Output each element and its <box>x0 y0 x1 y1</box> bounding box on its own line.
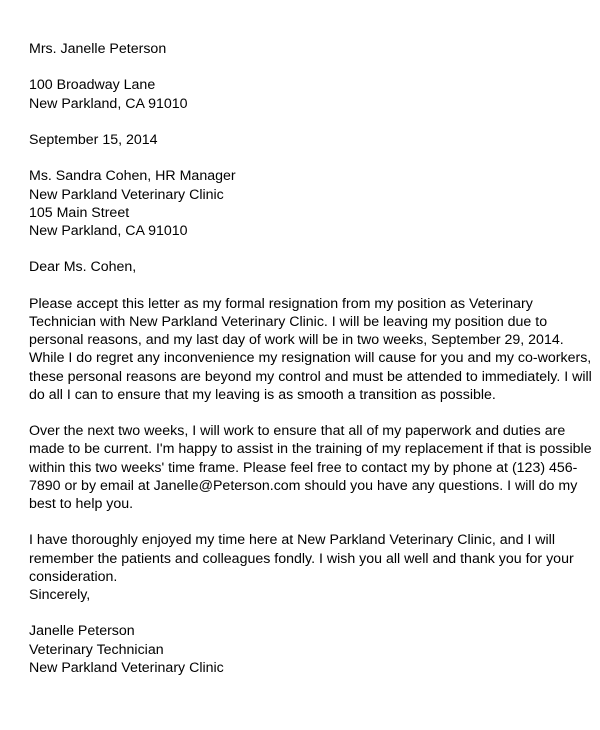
recipient-address-line1: 105 Main Street <box>29 204 130 221</box>
spacer <box>29 149 574 167</box>
sender-block <box>29 40 574 113</box>
recipient-name-title: Ms. Sandra Cohen, HR Manager <box>29 168 236 185</box>
sender-address-line1: 100 Broadway Lane <box>29 77 156 94</box>
spacer <box>29 240 574 258</box>
paragraph-line: personal reasons, and my last day of work will be in two weeks, September 29, 2014. <box>29 332 564 349</box>
signature-organization: New Parkland Veterinary Clinic <box>29 659 224 676</box>
paragraph-line: 7890 or by email at Janelle@Peterson.com should you have any questions. I will do my <box>29 477 578 494</box>
paragraph-line: made to be current. I'm happy to assist in the training of my replacement if that is possible <box>29 441 592 458</box>
body-paragraph-2 <box>29 422 592 513</box>
signature-block <box>29 622 574 677</box>
spacer <box>29 113 574 131</box>
paragraph-line: Over the next two weeks, I will work to ensure that all of my paperwork and duties are <box>29 423 566 440</box>
sender-address-line2: New Parkland, CA 91010 <box>29 95 188 112</box>
signature-name: Janelle Peterson <box>29 623 135 640</box>
body-paragraph-3 <box>29 531 574 586</box>
spacer <box>29 513 574 531</box>
paragraph-line: do all I can to ensure that my leaving is as smooth a transition as possible. <box>29 386 496 403</box>
spacer <box>29 58 574 76</box>
paragraph-line: Technician with New Parkland Veterinary Clinic. I will be leaving my position due to <box>29 313 548 330</box>
paragraph-line: consideration. <box>29 568 118 585</box>
letter-date: September 15, 2014 <box>29 131 158 148</box>
resignation-letter <box>29 40 592 677</box>
body-paragraph-1 <box>29 295 592 404</box>
paragraph-line: best to help you. <box>29 495 134 512</box>
salutation: Dear Ms. Cohen, <box>29 259 137 276</box>
paragraph-line: Please accept this letter as my formal resignation from my position as Veterinary <box>29 295 533 312</box>
paragraph-line: While I do regret any inconvenience my resignation will cause for you and my co-workers, <box>29 350 592 367</box>
paragraph-line: I have thoroughly enjoyed my time here at New Parkland Veterinary Clinic, and I will <box>29 532 555 549</box>
paragraph-line: remember the patients and colleagues fondly. I wish you all well and thank you for your <box>29 550 574 567</box>
paragraph-line: within this two weeks' time frame. Please feel free to contact my by phone at (123) 456- <box>29 459 578 476</box>
recipient-address-line2: New Parkland, CA 91010 <box>29 222 188 239</box>
paragraph-line: these personal reasons are beyond my control and must be attended to immediately. I will <box>29 368 592 385</box>
recipient-block <box>29 167 574 240</box>
closing: Sincerely, <box>29 586 91 603</box>
spacer <box>29 404 574 422</box>
spacer <box>29 604 574 622</box>
spacer <box>29 277 574 295</box>
signature-title: Veterinary Technician <box>29 641 164 658</box>
sender-name: Mrs. Janelle Peterson <box>29 41 167 57</box>
recipient-organization: New Parkland Veterinary Clinic <box>29 186 224 203</box>
